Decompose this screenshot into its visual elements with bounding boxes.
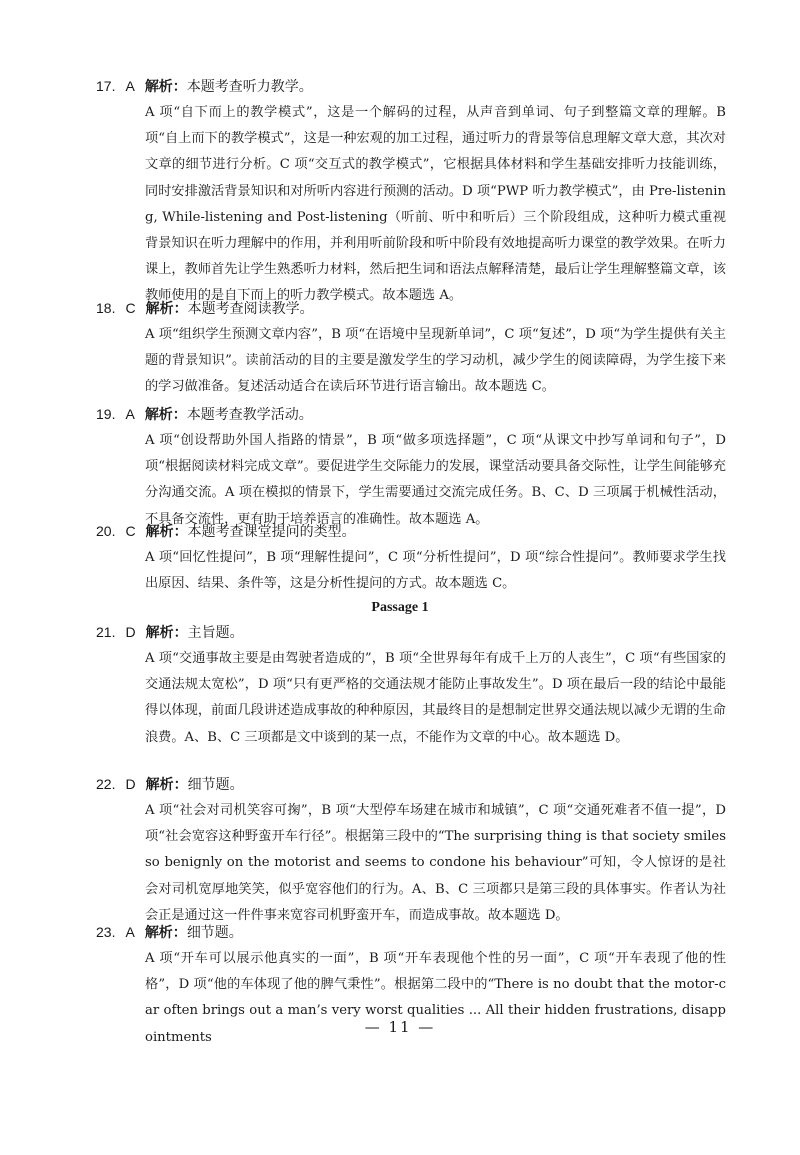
question-number: 19. bbox=[96, 406, 116, 422]
answer-item-21 bbox=[96, 618, 726, 751]
answer-header bbox=[96, 294, 726, 322]
answer-letter: D bbox=[125, 624, 136, 640]
answer-letter: C bbox=[125, 300, 136, 316]
analysis-topic: 细节题。 bbox=[186, 925, 243, 941]
analysis-label: 解析： bbox=[145, 777, 188, 793]
analysis-text: A 项“回忆性提问”，B 项“理解性提问”，C 项“分析性提问”，D 项“综合性提问”。教师要求学生找出原因、结果、条件等，这是分析性提问的方式。故本题选 C。 bbox=[145, 550, 726, 592]
answer-header bbox=[96, 618, 726, 646]
analysis-topic: 本题考查教学活动。 bbox=[186, 407, 313, 423]
analysis-topic: 主旨题。 bbox=[187, 625, 244, 641]
analysis-text: A 项“社会对司机笑容可掬”，B 项“大型停车场建在城市和城镇”，C 项“交通死难者不值一提”，D 项“社会宽容这种野蛮开车行径”。根据第三段中的“The surprising thing is that society smiles so benignly on the motorist and seems to condone his behaviour”可知，令人惊讶的是社会对司机宽厚地笑笑，似乎宽容他们的行为。A、B、C 三项都只是第三段的具体事实。作者认为社会正是通过这一件件事来宽容司机野蛮开车，而造成事故。故本题选 D。 bbox=[145, 803, 726, 923]
question-number: 18. bbox=[96, 300, 116, 316]
answer-item-18 bbox=[96, 294, 726, 401]
answer-header bbox=[96, 918, 726, 946]
answer-letter: A bbox=[125, 406, 135, 422]
analysis-text: A 项“开车可以展示他真实的一面”，B 项“开车表现他个性的另一面”，C 项“开车表现了他的性格”，D 项“他的车体现了他的脾气秉性”。根据第二段中的“There is no doubt that the motor-car often brings out a man’s very worst qualities ... All their hidden frustrations, disappointments bbox=[145, 951, 726, 1045]
answer-item-20 bbox=[96, 517, 726, 597]
analysis-label: 解析： bbox=[144, 407, 187, 423]
answer-item-17 bbox=[96, 72, 726, 310]
analysis-text: A 项“交通事故主要是由驾驶者造成的”，B 项“全世界每年有成千上万的人丧生”，C 项“有些国家的交通法规太宽松”，D 项“只有更严格的交通法规才能防止事故发生”。D 项在最后一段的结论中最能得以体现，前面几段讲述造成事故的种种原因，其最终目的是想制定世界交通法规以减少无谓的生命浪费。A、B、C 三项都是文中谈到的某一点，不能作为文章的中心。故本题选 D。 bbox=[145, 651, 726, 745]
question-number: 21. bbox=[96, 624, 116, 640]
answer-header bbox=[96, 72, 726, 100]
question-number: 20. bbox=[96, 523, 116, 539]
question-number: 23. bbox=[96, 924, 116, 940]
analysis-label: 解析： bbox=[145, 301, 188, 317]
page-number: — 11 — bbox=[364, 1018, 436, 1036]
analysis-text: A 项“组织学生预测文章内容”，B 项“在语境中呈现新单词”，C 项“复述”，D 项“为学生提供有关主题的背景知识”。读前活动的目的主要是激发学生的学习动机，减少学生的阅读障碍，为学生接下来的学习做准备。复述活动适合在读后环节进行语言输出。故本题选 C。 bbox=[145, 327, 726, 395]
answer-item-22 bbox=[96, 770, 726, 929]
answer-letter: A bbox=[125, 78, 135, 94]
analysis-topic: 本题考查课堂提问的类型。 bbox=[187, 524, 356, 540]
answer-header bbox=[96, 400, 726, 428]
answer-item-19 bbox=[96, 400, 726, 533]
passage-title: Passage 1 bbox=[371, 600, 429, 615]
analysis-topic: 本题考查听力教学。 bbox=[186, 79, 313, 95]
analysis-label: 解析： bbox=[145, 524, 188, 540]
analysis-topic: 细节题。 bbox=[187, 777, 244, 793]
question-number: 22. bbox=[96, 776, 116, 792]
analysis-label: 解析： bbox=[144, 79, 187, 95]
answer-header bbox=[96, 770, 726, 798]
analysis-topic: 本题考查阅读教学。 bbox=[187, 301, 314, 317]
analysis-label: 解析： bbox=[144, 925, 187, 941]
answer-letter: A bbox=[125, 924, 135, 940]
analysis-label: 解析： bbox=[145, 625, 188, 641]
analysis-text: A 项“自下而上的教学模式”，这是一个解码的过程，从声音到单词、句子到整篇文章的理解。B 项“自上而下的教学模式”，这是一种宏观的加工过程，通过听力的背景等信息理解文章大意，其次对文章的细节进行分析。C 项“交互式的教学模式”，它根据具体材料和学生基础安排听力技能训练，同时安排激活背景知识和对所听内容进行预测的活动。D 项“PWP 听力教学模式”，由 Pre-listening, While-listening and Post-listening（听前、听中和听后）三个阶段组成，这种听力模式重视背景知识在听力理解中的作用，并利用听前阶段和听中阶段有效地提高听力课堂的教学效果。在听力课上，教师首先让学生熟悉听力材料，然后把生词和语法点解释清楚，最后让学生理解整篇文章，该教师使用的是自下而上的听力教学模式。故本题选 A。 bbox=[145, 105, 726, 304]
answer-letter: C bbox=[125, 523, 136, 539]
question-number: 17. bbox=[96, 78, 116, 94]
analysis-text: A 项“创设帮助外国人指路的情景”，B 项“做多项选择题”，C 项“从课文中抄写单词和句子”，D 项“根据阅读材料完成文章”。要促进学生交际能力的发展，课堂活动要具备交际性，让学生间能够充分沟通交流。A 项在模拟的情景下，学生需要通过交流完成任务。B、C、D 三项属于机械性活动，不具备交流性，更有助于培养语言的准确性。故本题选 A。 bbox=[145, 433, 726, 527]
answer-letter: D bbox=[125, 776, 136, 792]
answer-header bbox=[96, 517, 726, 545]
